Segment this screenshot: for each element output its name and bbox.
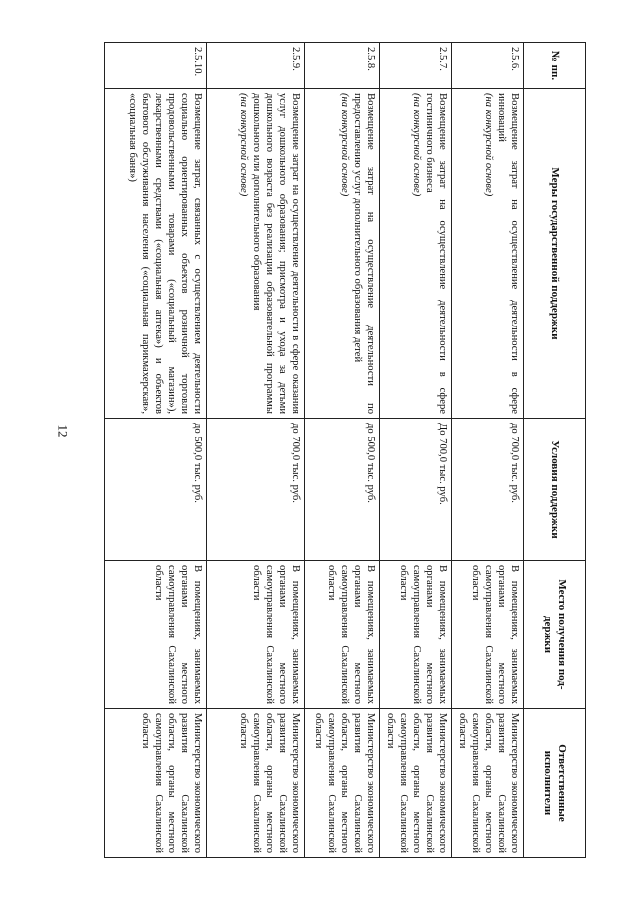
row-measure — [380, 89, 452, 419]
row-num: 2.5.10. — [105, 43, 207, 89]
header-place: Место получения под-держки — [524, 561, 586, 709]
page-number: 12 — [55, 424, 71, 438]
measure-text: Возмещение затрат на осуществление деятельности в сфере инноваций — [496, 93, 520, 414]
header-num: № пп. — [524, 43, 586, 89]
row-executors: Министерство экономического развития Сахалинской области, органы местного самоуправления Сахалинской области — [380, 709, 452, 858]
table-row — [380, 43, 452, 858]
row-executors: Министерство экономического развития Сахалинской области, органы местного самоуправления Сахалинской области — [452, 709, 524, 858]
row-measure — [305, 89, 380, 419]
row-num: 2.5.7. — [380, 43, 452, 89]
row-num: 2.5.8. — [305, 43, 380, 89]
row-measure — [452, 89, 524, 419]
row-num: 2.5.6. — [452, 43, 524, 89]
header-conditions: Условия поддержки — [524, 419, 586, 561]
row-executors: Министерство экономического развития Сахалинской области, органы местного самоуправления Сахалинской области — [105, 709, 207, 858]
row-conditions: до 500,0 тыс. руб. — [305, 419, 380, 561]
table-row — [452, 43, 524, 858]
row-executors: Министерство экономического развития Сахалинской области, органы местного самоуправления Сахалинской области — [305, 709, 380, 858]
header-executors: Ответственные исполнители — [524, 709, 586, 858]
row-place: В помещениях, занимаемых органами местного самоуправления Сахалинской области — [380, 561, 452, 709]
header-measure: Меры государственной поддержки — [524, 89, 586, 419]
row-num: 2.5.9. — [207, 43, 305, 89]
row-place: В помещениях, занимаемых органами местного самоуправления Сахалинской области — [305, 561, 380, 709]
row-place: В помещениях, занимаемых органами местного самоуправления Сахалинской области — [452, 561, 524, 709]
table-row — [207, 43, 305, 858]
row-conditions: до 700,0 тыс. руб. — [207, 419, 305, 561]
row-conditions: до 500,0 тыс. руб. — [105, 419, 207, 561]
measure-note: (на конкурсной основе) — [411, 93, 423, 197]
support-measures-table — [104, 42, 586, 858]
measure-text: Возмещение затрат, связанных с осуществлением деятельности социально ориентированных объектов розничной торговли продовольственными товарами («социальный магазин»), лекарственными средствами («социальная аптека») и объектов бытового обслуживания населения («социальная парикмахерская», «социальная баня») — [127, 93, 203, 414]
table-row — [105, 43, 207, 858]
row-measure — [105, 89, 207, 419]
measure-text: Возмещение затрат на осуществление деятельности в сфере гостиничного бизнеса — [424, 93, 448, 414]
measure-text: Возмещение затрат на осуществление деятельности в сфере оказания услуг дошкольного образования; присмотра и ухода за детьми дошкольного возраста без реализации образовательной программы дошкольного или дополнительного образования — [251, 93, 301, 414]
row-measure — [207, 89, 305, 419]
row-place: В помещениях, занимаемых органами местного самоуправления Сахалинской области — [207, 561, 305, 709]
row-place: В помещениях, занимаемых органами местного самоуправления Сахалинской области — [105, 561, 207, 709]
table-header-row — [524, 43, 586, 858]
rotated-table-container — [105, 42, 586, 857]
measure-text: Возмещение затрат на осуществление деятельности по предоставлению услуг дополнительного образования детей — [352, 93, 376, 414]
measure-note: (на конкурсной основе) — [339, 93, 351, 197]
row-conditions: до 700,0 тыс. руб. — [452, 419, 524, 561]
measure-note: (на конкурсной основе) — [238, 93, 250, 197]
row-executors: Министерство экономического развития Сахалинской области, органы местного самоуправления Сахалинской области — [207, 709, 305, 858]
row-conditions: До 700,0 тыс. руб. — [380, 419, 452, 561]
measure-note: (на конкурсной основе) — [483, 93, 495, 197]
table-row — [305, 43, 380, 858]
